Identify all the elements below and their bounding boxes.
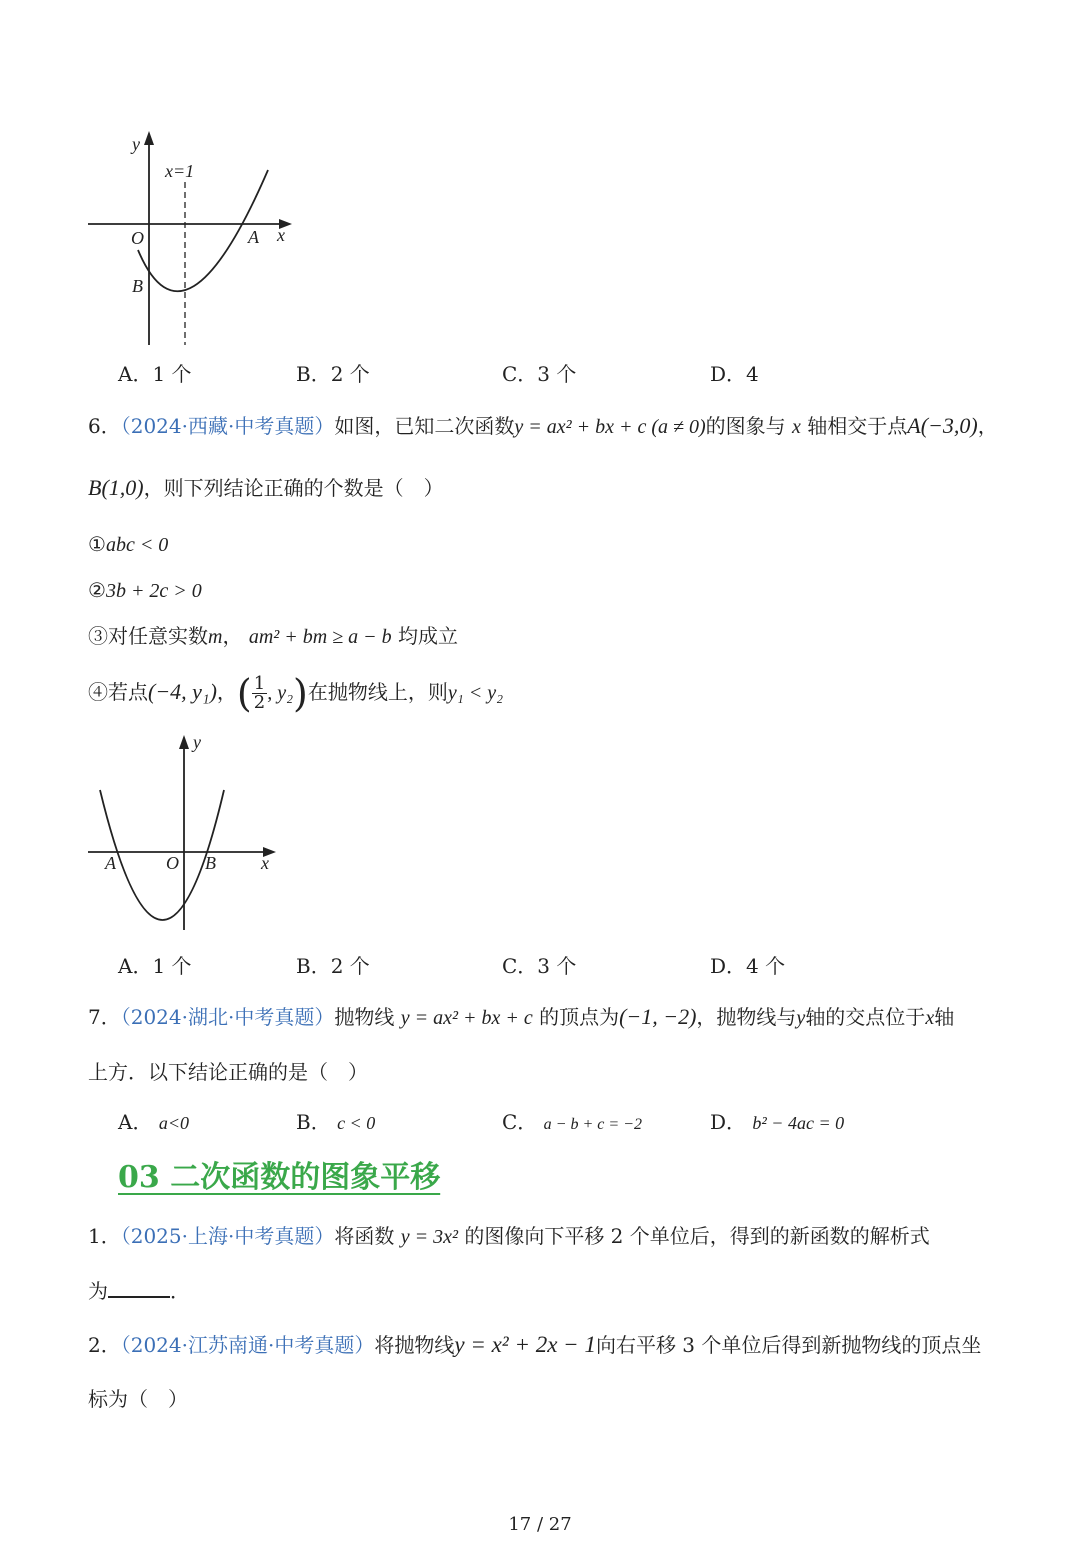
option-math: a − b + c = −2 bbox=[543, 1116, 642, 1133]
q6-x-var: x bbox=[792, 416, 801, 438]
q7-text: 轴的交点位于 bbox=[805, 1005, 926, 1029]
q6-function: y = ax² + bx + c (a ≠ 0) bbox=[514, 416, 706, 438]
graph2-point-a-label: A bbox=[105, 853, 116, 873]
q6-option-c[interactable]: C．3 个 bbox=[502, 954, 577, 978]
graph1-y-label: y bbox=[132, 134, 140, 154]
option-math: b² − 4ac = 0 bbox=[752, 1113, 845, 1133]
q7-option-d[interactable] bbox=[710, 1106, 844, 1135]
statement-text: ， bbox=[222, 624, 243, 648]
q5-option-c[interactable]: C．3 个 bbox=[502, 362, 577, 386]
q7-function: y = ax² + bx + c bbox=[400, 1007, 533, 1029]
option-label: B． bbox=[296, 1110, 331, 1134]
q7-vertex: (−1, −2) bbox=[619, 1004, 697, 1029]
q6-text: 轴相交于点 bbox=[807, 414, 908, 438]
statement-math: m bbox=[208, 626, 223, 648]
q6-point-b: B(1,0) bbox=[88, 475, 144, 500]
option-math: c < 0 bbox=[337, 1113, 376, 1133]
statement-mark: ① bbox=[88, 532, 106, 556]
answer-blank[interactable] bbox=[108, 1278, 170, 1298]
q7-option-a[interactable] bbox=[118, 1106, 189, 1135]
q6-text: ， bbox=[977, 414, 998, 438]
q7-text: 轴 bbox=[934, 1005, 955, 1029]
q6-text: ，则下列结论正确的个数是（ ） bbox=[143, 476, 444, 500]
q7-text: 的顶点为 bbox=[539, 1005, 620, 1029]
option-label: A． bbox=[118, 1110, 153, 1134]
page-number: 17 / 27 bbox=[508, 1514, 572, 1535]
graph1-symmetry-label: x=1 bbox=[165, 161, 195, 181]
question-source: （2025·上海·中考真题） bbox=[120, 1224, 335, 1248]
statement-math: 3b + 2c > 0 bbox=[105, 580, 202, 602]
s1q2-line-2: 标为（ ） bbox=[88, 1387, 188, 1411]
q6-point-a: A(−3,0) bbox=[907, 413, 978, 438]
s1q1-text: 的图像向下平移 2 个单位后，得到的新函数的解析式 bbox=[464, 1224, 930, 1248]
q7-option-c[interactable] bbox=[502, 1106, 642, 1135]
graph2-point-b-label: B bbox=[205, 853, 216, 873]
statement-text: ③对任意实数 bbox=[88, 624, 208, 648]
s1q1-function: y = 3x² bbox=[400, 1226, 458, 1248]
q6-text: 的图象与 bbox=[705, 414, 786, 438]
graph2-origin-label: O bbox=[166, 853, 179, 873]
question-number: 7． bbox=[88, 1005, 121, 1029]
q7-option-b[interactable] bbox=[296, 1106, 375, 1135]
question-source: （2024·江苏南通·中考真题） bbox=[120, 1333, 375, 1357]
q6-text: 如图，已知二次函数 bbox=[334, 414, 515, 438]
statement-math: , y₂ bbox=[267, 682, 294, 704]
q7-text: 抛物线 bbox=[334, 1005, 395, 1029]
question-number: 2． bbox=[88, 1333, 121, 1357]
statement-text: 均成立 bbox=[398, 624, 459, 648]
q6-option-d[interactable]: D．4 个 bbox=[710, 954, 786, 978]
graph1-x-label: x bbox=[277, 225, 285, 245]
q6-option-b[interactable]: B．2 个 bbox=[296, 954, 370, 978]
q5-option-b[interactable]: B．2 个 bbox=[296, 362, 370, 386]
statement-math: am² + bm ≥ a − b bbox=[248, 626, 392, 648]
question-number: 6． bbox=[88, 414, 121, 438]
option-label: D． bbox=[710, 1110, 747, 1134]
s1q1-line-2 bbox=[88, 1277, 190, 1305]
option-label: C． bbox=[502, 1110, 538, 1134]
q7-y-var: y bbox=[796, 1007, 806, 1029]
s1q2-text: 向右平移 3 个单位后得到新抛物线的顶点坐 bbox=[595, 1333, 982, 1357]
paren-left: ( bbox=[236, 671, 252, 716]
s1q2-text: 将抛物线 bbox=[374, 1333, 455, 1357]
q7-x-var: x bbox=[925, 1007, 935, 1029]
graph2-y-label: y bbox=[193, 732, 201, 752]
statement-text: ， bbox=[216, 680, 237, 704]
question-number: 1． bbox=[88, 1224, 121, 1248]
q7-line-2: 上方．以下结论正确的是（ ） bbox=[88, 1060, 368, 1084]
fraction-denominator: 2 bbox=[253, 692, 266, 713]
q7-text: ，抛物线与 bbox=[696, 1005, 797, 1029]
graph1-point-a-label: A bbox=[248, 227, 259, 247]
q5-option-d[interactable]: D．4 bbox=[710, 362, 759, 386]
statement-math: abc < 0 bbox=[105, 534, 169, 556]
question-source: （2024·湖北·中考真题） bbox=[120, 1005, 335, 1029]
statement-math: (−4, y₁) bbox=[148, 679, 217, 704]
graph2-x-label: x bbox=[261, 853, 269, 873]
s1q1-text: 为 bbox=[88, 1279, 108, 1303]
s1q1-text: ． bbox=[170, 1279, 190, 1303]
s1q2-line-1 bbox=[88, 1331, 981, 1359]
s1q2-function: y = x² + 2x − 1 bbox=[454, 1332, 596, 1357]
s1q1-text: 将函数 bbox=[334, 1224, 395, 1248]
fraction-numerator: 1 bbox=[253, 673, 266, 694]
graph1-origin-label: O bbox=[131, 228, 144, 248]
statement-text: 在抛物线上，则 bbox=[307, 680, 448, 704]
statement-mark: ② bbox=[88, 578, 106, 602]
paren-right: ) bbox=[293, 671, 308, 716]
question-source: （2024·西藏·中考真题） bbox=[120, 414, 335, 438]
q5-option-a[interactable]: A．1 个 bbox=[118, 362, 192, 386]
statement-text: ④若点 bbox=[88, 680, 148, 704]
s1q1-line-1 bbox=[88, 1222, 930, 1251]
graph1-point-b-label: B bbox=[132, 276, 143, 296]
statement-math: y₁ < y₂ bbox=[447, 682, 504, 704]
q7-line-1 bbox=[88, 1003, 954, 1032]
q6-option-a[interactable]: A．1 个 bbox=[118, 954, 192, 978]
option-math: a<0 bbox=[158, 1113, 189, 1133]
section-heading: 03 二次函数的图象平移 bbox=[118, 1160, 441, 1195]
